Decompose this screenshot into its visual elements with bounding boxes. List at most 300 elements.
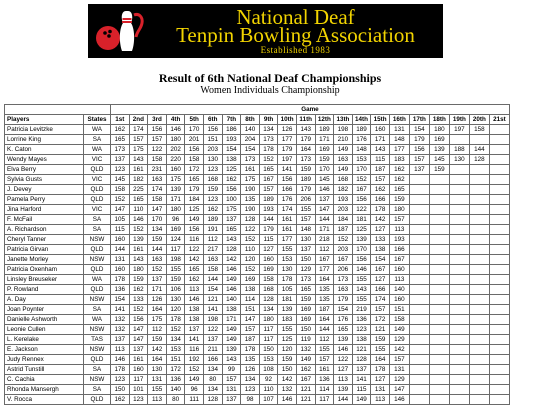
game-score-cell: 159 xyxy=(371,335,390,345)
game-score-cell: 147 xyxy=(389,385,409,395)
game-score-cell: 148 xyxy=(389,135,409,145)
game-score-cell xyxy=(409,345,429,355)
game-score-cell xyxy=(489,165,509,175)
table-row xyxy=(5,275,510,285)
game-score-cell: 141 xyxy=(185,335,204,345)
game-score-cell: 178 xyxy=(259,145,278,155)
game-score-cell: 132 xyxy=(296,345,315,355)
game-score-cell xyxy=(409,315,429,325)
game-score-cell: 148 xyxy=(352,145,371,155)
game-score-cell: 175 xyxy=(166,175,185,185)
game-score-cell: 177 xyxy=(278,135,297,145)
game-score-cell: 126 xyxy=(148,295,167,305)
game-score-cell: 130 xyxy=(166,295,185,305)
state-cell: QLD xyxy=(84,265,111,275)
game-score-cell: 163 xyxy=(334,155,353,165)
game-score-cell: 129 xyxy=(296,265,315,275)
game-score-cell: 130 xyxy=(203,155,222,165)
game-score-cell: 177 xyxy=(315,265,334,275)
game-score-cell xyxy=(489,375,509,385)
state-cell: NSW xyxy=(84,235,111,245)
game-score-cell: 165 xyxy=(129,195,148,205)
game-score-cell xyxy=(449,245,469,255)
game-score-cell: 156 xyxy=(222,185,241,195)
game-score-cell: 132 xyxy=(111,325,130,335)
table-row xyxy=(5,165,510,175)
game-score-cell: 144 xyxy=(111,245,130,255)
game-score-cell: 166 xyxy=(371,195,390,205)
state-cell: TAS xyxy=(84,335,111,345)
player-name-cell: Patricia Oxenham xyxy=(5,265,84,275)
game-score-cell: 131 xyxy=(389,365,409,375)
game-score-cell: 197 xyxy=(449,125,469,135)
game-score-cell: 151 xyxy=(389,305,409,315)
game-score-cell: 156 xyxy=(185,145,204,155)
game-score-cell: 146 xyxy=(222,285,241,295)
game-score-cell: 161 xyxy=(241,165,260,175)
table-row xyxy=(5,295,510,305)
game-score-cell xyxy=(489,205,509,215)
game-score-cell xyxy=(449,335,469,345)
game-score-cell: 126 xyxy=(241,365,260,375)
game-score-cell xyxy=(449,345,469,355)
player-name-cell: L. Kerelake xyxy=(5,335,84,345)
game-score-cell: 115 xyxy=(111,225,130,235)
game-score-cell xyxy=(449,165,469,175)
game-score-cell: 156 xyxy=(203,125,222,135)
game-score-cell: 153 xyxy=(259,355,278,365)
game-score-cell: 134 xyxy=(259,305,278,315)
game-score-cell: 141 xyxy=(111,305,130,315)
game-score-cell: 193 xyxy=(389,235,409,245)
game-score-cell xyxy=(449,365,469,375)
game-score-cell: 178 xyxy=(278,275,297,285)
game-score-cell: 131 xyxy=(389,125,409,135)
game-score-cell: 169 xyxy=(166,225,185,235)
state-cell: VIC xyxy=(84,205,111,215)
game-score-cell: 187 xyxy=(334,225,353,235)
state-cell: NSW xyxy=(84,325,111,335)
game-score-cell: 135 xyxy=(241,195,260,205)
game-score-cell xyxy=(469,215,489,225)
game-score-cell xyxy=(489,255,509,265)
game-score-cell: 164 xyxy=(296,145,315,155)
game-score-cell: 167 xyxy=(389,255,409,265)
game-score-cell xyxy=(429,295,449,305)
game-score-cell: 130 xyxy=(449,155,469,165)
player-name-cell: Elva Berry xyxy=(5,165,84,175)
game-score-cell: 211 xyxy=(203,345,222,355)
game-score-cell: 159 xyxy=(296,165,315,175)
table-row xyxy=(5,395,510,405)
game-score-cell: 187 xyxy=(241,335,260,345)
game-score-cell: 171 xyxy=(315,225,334,235)
game-score-cell: 204 xyxy=(241,135,260,145)
state-cell: QLD xyxy=(84,395,111,405)
game-score-cell: 146 xyxy=(334,345,353,355)
game-score-cell: 172 xyxy=(185,165,204,175)
game-score-cell: 142 xyxy=(389,345,409,355)
column-header: 18th xyxy=(429,115,449,125)
game-score-cell: 158 xyxy=(185,155,204,165)
player-name-cell: A. Richardson xyxy=(5,225,84,235)
game-score-cell: 160 xyxy=(389,265,409,275)
game-score-cell: 170 xyxy=(315,165,334,175)
column-header: 4th xyxy=(166,115,185,125)
game-score-cell: 145 xyxy=(111,175,130,185)
game-score-cell: 190 xyxy=(241,185,260,195)
game-score-cell: 134 xyxy=(166,335,185,345)
game-score-cell: 152 xyxy=(352,175,371,185)
game-score-cell: 134 xyxy=(203,365,222,375)
state-cell: QLD xyxy=(84,355,111,365)
game-score-cell: 149 xyxy=(389,325,409,335)
game-score-cell: 165 xyxy=(389,185,409,195)
game-score-cell xyxy=(429,175,449,185)
header-blank xyxy=(5,105,111,115)
game-score-cell: 152 xyxy=(129,225,148,235)
game-score-cell: 148 xyxy=(296,225,315,235)
game-score-cell xyxy=(489,295,509,305)
game-score-cell xyxy=(429,385,449,395)
game-score-cell: 167 xyxy=(296,375,315,385)
game-score-cell: 160 xyxy=(111,265,130,275)
game-score-cell: 152 xyxy=(148,265,167,275)
game-score-cell: 122 xyxy=(185,245,204,255)
game-score-cell: 171 xyxy=(166,195,185,205)
player-name-cell: Danielle Ashworth xyxy=(5,315,84,325)
state-cell: SA xyxy=(84,305,111,315)
game-score-cell: 128 xyxy=(203,395,222,405)
game-score-cell: 113 xyxy=(148,395,167,405)
game-score-cell: 115 xyxy=(371,155,390,165)
game-score-cell: 155 xyxy=(371,345,390,355)
game-score-cell xyxy=(429,205,449,215)
game-score-cell: 165 xyxy=(334,325,353,335)
game-score-cell xyxy=(449,385,469,395)
game-score-cell: 140 xyxy=(389,285,409,295)
game-score-cell: 158 xyxy=(148,155,167,165)
game-score-cell: 130 xyxy=(296,235,315,245)
game-score-cell: 152 xyxy=(259,155,278,165)
table-row xyxy=(5,205,510,215)
game-score-cell: 179 xyxy=(278,145,297,155)
game-score-cell: 159 xyxy=(389,195,409,205)
table-row xyxy=(5,355,510,365)
game-score-cell: 129 xyxy=(389,335,409,345)
game-score-cell: 127 xyxy=(259,245,278,255)
game-score-cell: 128 xyxy=(241,215,260,225)
table-row xyxy=(5,135,510,145)
game-score-cell: 112 xyxy=(203,235,222,245)
table-row xyxy=(5,145,510,155)
game-score-cell: 144 xyxy=(469,145,489,155)
game-score-cell xyxy=(429,315,449,325)
game-score-cell xyxy=(449,255,469,265)
game-score-cell xyxy=(469,305,489,315)
game-score-cell: 139 xyxy=(334,385,353,395)
column-header: 19th xyxy=(449,115,469,125)
game-score-cell: 128 xyxy=(222,245,241,255)
game-score-cell: 174 xyxy=(148,185,167,195)
game-score-cell: 125 xyxy=(185,205,204,215)
game-score-cell: 124 xyxy=(166,235,185,245)
game-score-cell: 218 xyxy=(315,235,334,245)
game-score-cell xyxy=(409,335,429,345)
table-row xyxy=(5,235,510,245)
game-score-cell: 181 xyxy=(278,295,297,305)
game-score-cell: 146 xyxy=(129,215,148,225)
game-score-cell: 145 xyxy=(429,155,449,165)
game-score-cell: 156 xyxy=(148,125,167,135)
game-score-cell: 159 xyxy=(203,185,222,195)
game-score-cell: 175 xyxy=(222,205,241,215)
game-score-cell xyxy=(489,195,509,205)
game-score-cell: 198 xyxy=(203,315,222,325)
state-cell: QLD xyxy=(84,165,111,175)
column-header: 10th xyxy=(278,115,297,125)
game-score-cell xyxy=(429,335,449,345)
game-score-cell xyxy=(409,245,429,255)
game-score-cell xyxy=(489,355,509,365)
column-header: 2nd xyxy=(129,115,148,125)
game-score-cell xyxy=(429,215,449,225)
game-score-cell: 158 xyxy=(259,275,278,285)
game-score-cell xyxy=(469,285,489,295)
game-score-cell: 173 xyxy=(296,155,315,165)
game-score-cell: 155 xyxy=(148,385,167,395)
game-score-cell: 113 xyxy=(389,225,409,235)
game-score-cell xyxy=(429,285,449,295)
game-score-cell: 158 xyxy=(469,125,489,135)
game-score-cell xyxy=(449,375,469,385)
game-score-cell xyxy=(449,135,469,145)
game-score-cell: 178 xyxy=(166,315,185,325)
game-score-cell: 123 xyxy=(111,375,130,385)
game-score-cell xyxy=(429,395,449,405)
game-score-cell: 165 xyxy=(222,225,241,235)
game-score-cell: 128 xyxy=(469,155,489,165)
game-score-cell xyxy=(409,355,429,365)
game-score-cell xyxy=(409,395,429,405)
game-score-cell: 160 xyxy=(111,235,130,245)
game-score-cell: 146 xyxy=(278,395,297,405)
game-score-cell: 159 xyxy=(129,275,148,285)
game-score-cell: 122 xyxy=(148,145,167,155)
game-score-cell xyxy=(409,305,429,315)
game-score-cell: 157 xyxy=(148,135,167,145)
game-score-cell: 164 xyxy=(315,315,334,325)
game-score-cell: 113 xyxy=(334,375,353,385)
game-score-cell xyxy=(469,355,489,365)
game-score-cell xyxy=(409,375,429,385)
game-score-cell: 180 xyxy=(166,135,185,145)
game-score-cell: 152 xyxy=(241,235,260,245)
player-name-cell: F. McFail xyxy=(5,215,84,225)
game-score-cell: 180 xyxy=(389,205,409,215)
game-score-cell: 155 xyxy=(296,205,315,215)
game-score-cell: 136 xyxy=(111,285,130,295)
player-name-cell: Wendy Mayes xyxy=(5,155,84,165)
game-score-cell: 157 xyxy=(222,375,241,385)
game-score-cell: 155 xyxy=(315,345,334,355)
game-score-cell: 137 xyxy=(409,165,429,175)
game-score-cell: 149 xyxy=(222,275,241,285)
game-score-cell: 147 xyxy=(241,315,260,325)
game-score-cell xyxy=(449,225,469,235)
game-score-cell: 121 xyxy=(203,295,222,305)
game-score-cell: 160 xyxy=(129,365,148,375)
game-score-cell: 147 xyxy=(111,205,130,215)
game-score-cell xyxy=(409,365,429,375)
game-score-cell: 127 xyxy=(371,275,390,285)
game-score-cell: 108 xyxy=(259,365,278,375)
game-score-cell: 143 xyxy=(129,155,148,165)
game-score-cell: 132 xyxy=(278,385,297,395)
game-score-cell: 137 xyxy=(203,335,222,345)
game-score-cell: 155 xyxy=(166,265,185,275)
game-score-cell: 180 xyxy=(166,205,185,215)
game-score-cell xyxy=(409,185,429,195)
game-score-cell xyxy=(489,145,509,155)
game-score-cell: 149 xyxy=(185,375,204,385)
player-name-cell: Patricia Levitzke xyxy=(5,125,84,135)
game-score-cell: 134 xyxy=(259,125,278,135)
game-score-cell: 147 xyxy=(315,205,334,215)
game-score-cell: 137 xyxy=(315,195,334,205)
state-cell: QLD xyxy=(84,285,111,295)
game-score-cell: 157 xyxy=(259,185,278,195)
game-score-cell: 149 xyxy=(222,335,241,345)
game-score-cell: 110 xyxy=(129,205,148,215)
game-score-cell: 182 xyxy=(129,175,148,185)
game-score-cell: 138 xyxy=(352,335,371,345)
game-score-cell: 162 xyxy=(371,185,390,195)
game-score-cell xyxy=(449,395,469,405)
game-score-cell: 123 xyxy=(111,165,130,175)
state-cell: SA xyxy=(84,135,111,145)
game-score-cell xyxy=(409,215,429,225)
game-score-cell xyxy=(429,245,449,255)
state-cell: NSW xyxy=(84,255,111,265)
game-score-cell: 156 xyxy=(185,225,204,235)
table-row xyxy=(5,175,510,185)
game-score-cell xyxy=(469,245,489,255)
game-score-cell xyxy=(469,185,489,195)
game-score-cell: 125 xyxy=(278,335,297,345)
table-row xyxy=(5,365,510,375)
game-score-cell: 189 xyxy=(315,125,334,135)
game-score-cell: 117 xyxy=(259,325,278,335)
table-header-row xyxy=(5,115,510,125)
game-score-cell xyxy=(429,195,449,205)
game-score-cell: 170 xyxy=(352,165,371,175)
table-row xyxy=(5,305,510,315)
state-cell: WA xyxy=(84,315,111,325)
column-header: 21st xyxy=(489,115,509,125)
game-score-cell: 184 xyxy=(334,215,353,225)
game-score-cell xyxy=(449,315,469,325)
player-name-cell: C. Cachia xyxy=(5,375,84,385)
game-score-cell: 178 xyxy=(111,275,130,285)
game-score-cell: 158 xyxy=(389,315,409,325)
game-score-cell: 173 xyxy=(334,275,353,285)
game-score-cell xyxy=(429,375,449,385)
game-score-cell: 164 xyxy=(148,355,167,365)
game-score-cell: 159 xyxy=(148,235,167,245)
game-score-cell: 175 xyxy=(241,175,260,185)
column-header: 8th xyxy=(241,115,260,125)
game-score-cell: 137 xyxy=(148,275,167,285)
game-score-cell: 123 xyxy=(352,325,371,335)
game-score-cell: 136 xyxy=(352,315,371,325)
game-score-cell: 117 xyxy=(259,335,278,345)
game-score-cell: 137 xyxy=(222,395,241,405)
game-score-cell: 137 xyxy=(185,325,204,335)
game-score-cell: 137 xyxy=(111,335,130,345)
game-score-cell: 146 xyxy=(352,265,371,275)
game-score-cell: 154 xyxy=(409,125,429,135)
game-score-cell: 160 xyxy=(259,255,278,265)
game-score-cell xyxy=(469,295,489,305)
player-name-cell: Joan Poynter xyxy=(5,305,84,315)
column-header: 6th xyxy=(203,115,222,125)
game-score-cell: 112 xyxy=(315,335,334,345)
game-score-cell xyxy=(409,205,429,215)
game-score-cell xyxy=(409,385,429,395)
game-score-cell xyxy=(489,365,509,375)
game-score-cell: 105 xyxy=(278,285,297,295)
game-score-cell xyxy=(469,335,489,345)
game-score-cell: 193 xyxy=(222,135,241,145)
game-score-cell: 154 xyxy=(222,145,241,155)
game-score-cell: 113 xyxy=(111,345,130,355)
game-score-cell: 139 xyxy=(334,335,353,345)
game-score-cell: 130 xyxy=(278,265,297,275)
game-score-cell xyxy=(429,355,449,365)
game-score-cell: 177 xyxy=(278,235,297,245)
game-score-cell: 150 xyxy=(278,365,297,375)
game-score-cell: 117 xyxy=(315,395,334,405)
game-score-cell: 142 xyxy=(278,375,297,385)
game-score-cell: 138 xyxy=(222,305,241,315)
game-score-cell: 107 xyxy=(259,395,278,405)
game-score-cell xyxy=(449,295,469,305)
game-score-cell: 171 xyxy=(371,135,390,145)
column-header: 20th xyxy=(469,115,489,125)
table-row xyxy=(5,315,510,325)
game-score-cell: 98 xyxy=(241,395,260,405)
game-score-cell: 146 xyxy=(222,265,241,275)
game-score-cell xyxy=(489,385,509,395)
game-score-cell: 146 xyxy=(185,295,204,305)
player-name-cell: Lorrine King xyxy=(5,135,84,145)
game-score-cell: 220 xyxy=(166,155,185,165)
game-score-cell: 189 xyxy=(259,195,278,205)
state-cell: NSW xyxy=(84,345,111,355)
game-score-cell: 181 xyxy=(352,215,371,225)
game-score-cell: 138 xyxy=(222,155,241,165)
game-score-cell: 125 xyxy=(222,165,241,175)
game-score-cell: 131 xyxy=(371,385,390,395)
game-score-cell: 128 xyxy=(259,295,278,305)
game-score-cell: 179 xyxy=(409,135,429,145)
table-row xyxy=(5,375,510,385)
game-score-cell xyxy=(489,175,509,185)
player-name-cell: Linsley Breuseker xyxy=(5,275,84,285)
game-score-cell xyxy=(469,135,489,145)
game-score-cell: 206 xyxy=(296,195,315,205)
